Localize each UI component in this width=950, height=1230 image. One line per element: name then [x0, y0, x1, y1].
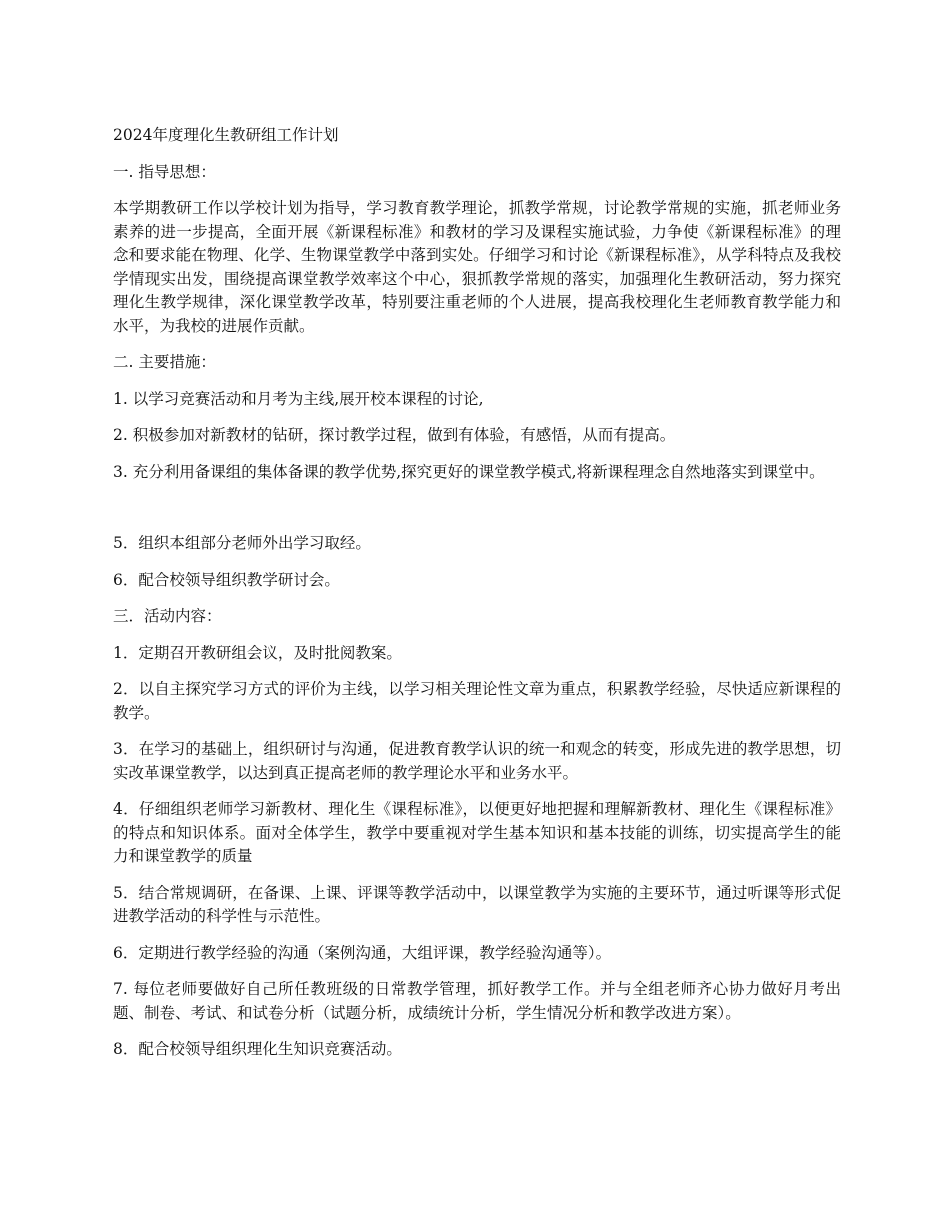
guiding-thought-paragraph: 本学期教研工作以学校计划为指导，学习教育教学理论，抓教学常规，讨论教学常规的实施，抓老师业务素养的进一步提高，全面开展《新课程标准》和教材的学习及课程实施试验，力争使《新课程标准》的理念和要求能在物理、化学、生物课堂教学中落到实处。仔细学习和讨论《新课程标准》，从学科特点及我校学情现实出发，围绕提高课堂教学效率这个中心，狠抓教学常规的落实，加强理化生教研活动，努力探究理化生教学规律，深化课堂教学改革，特别要注重老师的个人进展，提高我校理化生老师教育教学能力和水平，为我校的进展作贡献。: [113, 199, 841, 335]
activity-item: 4．仔细组织老师学习新教材、理化生《课程标准》，以便更好地把握和理解新教材、理化生《课程标准》的特点和知识体系。面对全体学生，教学中要重视对学生基本知识和基本技能的训练，切实提高学生的能力和课堂教学的质量: [113, 800, 841, 865]
document-body: [113, 124, 841, 1075]
section-heading-main-measures: 二. 主要措施：: [113, 353, 216, 371]
measure-item: 2. 积极参加对新教材的钻研，探讨教学过程，做到有体验，有感悟，从而有提高。: [113, 426, 676, 444]
measure-item: 5．组织本组部分老师外出学习取经。: [113, 534, 371, 552]
activity-item: 3．在学习的基础上，组织研讨与沟通，促进教育教学认识的统一和观念的转变，形成先进的教学思想，切实改革课堂教学，以达到真正提高老师的教学理论水平和业务水平。: [113, 740, 841, 782]
activity-item: 2．以自主探究学习方式的评价为主线，以学习相关理论性文章为重点，积累教学经验，尽快适应新课程的教学。: [113, 680, 841, 722]
measure-item: 6．配合校领导组织教学研讨会。: [113, 570, 340, 589]
measure-item: 3. 充分利用备课组的集体备课的教学优势,探究更好的课堂教学模式,将新课程理念自然地落实到课堂中。: [113, 462, 825, 481]
activity-item: 8．配合校领导组织理化生知识竞赛活动。: [113, 1040, 402, 1058]
activity-item: 5．结合常规调研，在备课、上课、评课等教学活动中，以课堂教学为实施的主要环节，通过听课等形式促进教学活动的科学性与示范性。: [113, 883, 841, 925]
activity-item: 6．定期进行教学经验的沟通（案例沟通，大组评课，教学经验沟通等）。: [113, 943, 612, 962]
activity-item: 1．定期召开教研组会议，及时批阅教案。: [113, 643, 402, 662]
section-heading-guiding-thought: 一. 指导思想：: [113, 162, 216, 181]
section-heading-activities: 三．活动内容：: [113, 607, 222, 625]
activity-item: 7. 每位老师要做好自己所任教班级的日常教学管理，抓好教学工作。并与全组老师齐心协力做好月考出题、制卷、考试、和试卷分析（试题分析，成绩统计分析，学生情况分析和教学改进方案）。: [113, 980, 841, 1022]
measure-item: 1. 以学习竞赛活动和月考为主线,展开校本课程的讨论,: [113, 389, 484, 408]
document-title: 2024年度理化生教研组工作计划: [113, 126, 339, 144]
